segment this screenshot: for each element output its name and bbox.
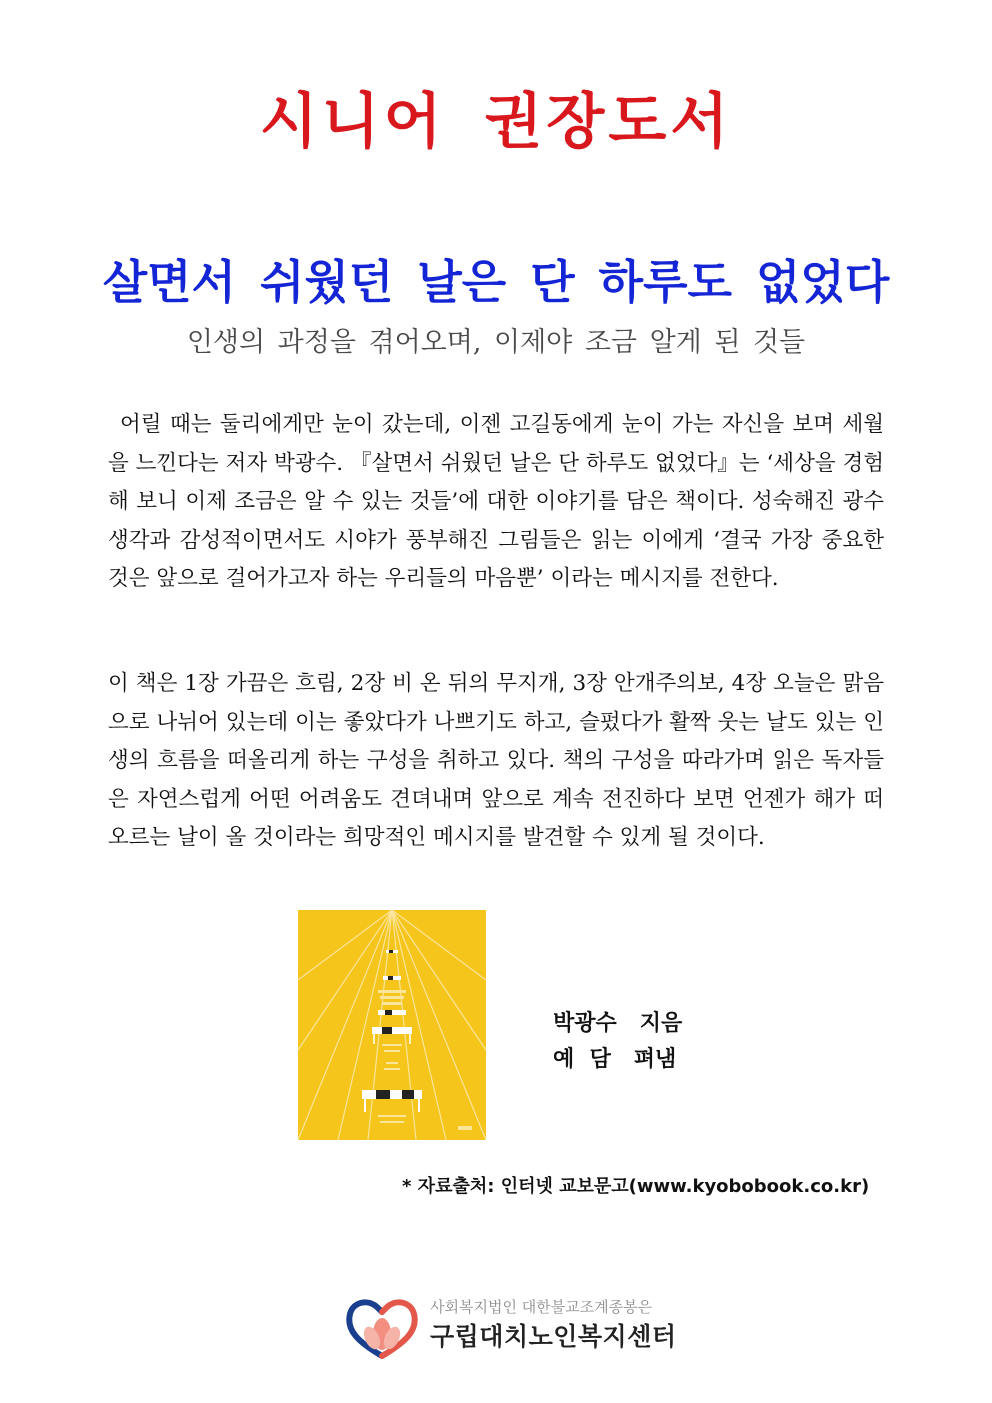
organization-name: 사회복지법인 대한불교조계종봉은 <box>430 1298 653 1316</box>
center-name: 구립대치노인복지센터 <box>430 1322 677 1351</box>
footer-logo <box>344 1294 677 1364</box>
book-title: 살면서 쉬웠던 날은 단 하루도 없었다 <box>102 255 890 309</box>
lotus-heart-logo-icon <box>344 1294 420 1360</box>
book-credits <box>553 1006 682 1078</box>
road-hurdles-illustration <box>298 910 486 1140</box>
publisher-credit: 예 담 펴냄 <box>553 1047 677 1072</box>
description-paragraph-1: 어릴 때는 둘리에게만 눈이 갔는데, 이젠 고길동에게 눈이 가는 자신을 보며 세월을 느낀다는 저자 박광수. 『살면서 쉬웠던 날은 단 하루도 없었다』는 ‘세상을 경험해 보니 이제 조금은 알 수 있는 것들’에 대한 이야기를 담은 책이다. 성숙해진 광수생각과 감성적이면서도 시야가 풍부해진 그림들은 읽는 이에게 ‘결국 가장 중요한 것은 앞으로 걸어가고자 하는 우리들의 마음뿐’ 이라는 메시지를 전한다. <box>108 412 884 592</box>
book-cover-image <box>298 910 486 1140</box>
page-title: 시니어 권장도서 <box>259 87 733 157</box>
description-paragraph-2: 이 책은 1장 가끔은 흐림, 2장 비 온 뒤의 무지개, 3장 안개주의보, 4장 오늘은 맑음 으로 나뉘어 있는데 이는 좋았다가 나쁘기도 하고, 슬펐다가 활짝 웃는 날도 있는 인생의 흐름을 떠올리게 하는 구성을 취하고 있다. 책의 구성을 따라가며 읽은 독자들은 자연스럽게 어떤 어려움도 견뎌내며 앞으로 계속 전진하다 보면 언젠가 해가 떠오르는 날이 올 것이라는 희망적인 메시지를 발견할 수 있게 될 것이다. <box>108 671 884 851</box>
author-credit: 박광수 지음 <box>553 1011 683 1036</box>
source-note: * 자료출처: 인터넷 교보문고(www.kyobobook.co.kr) <box>402 1176 870 1197</box>
book-subtitle: 인생의 과정을 겪어오며, 이제야 조금 알게 된 것들 <box>186 327 806 358</box>
